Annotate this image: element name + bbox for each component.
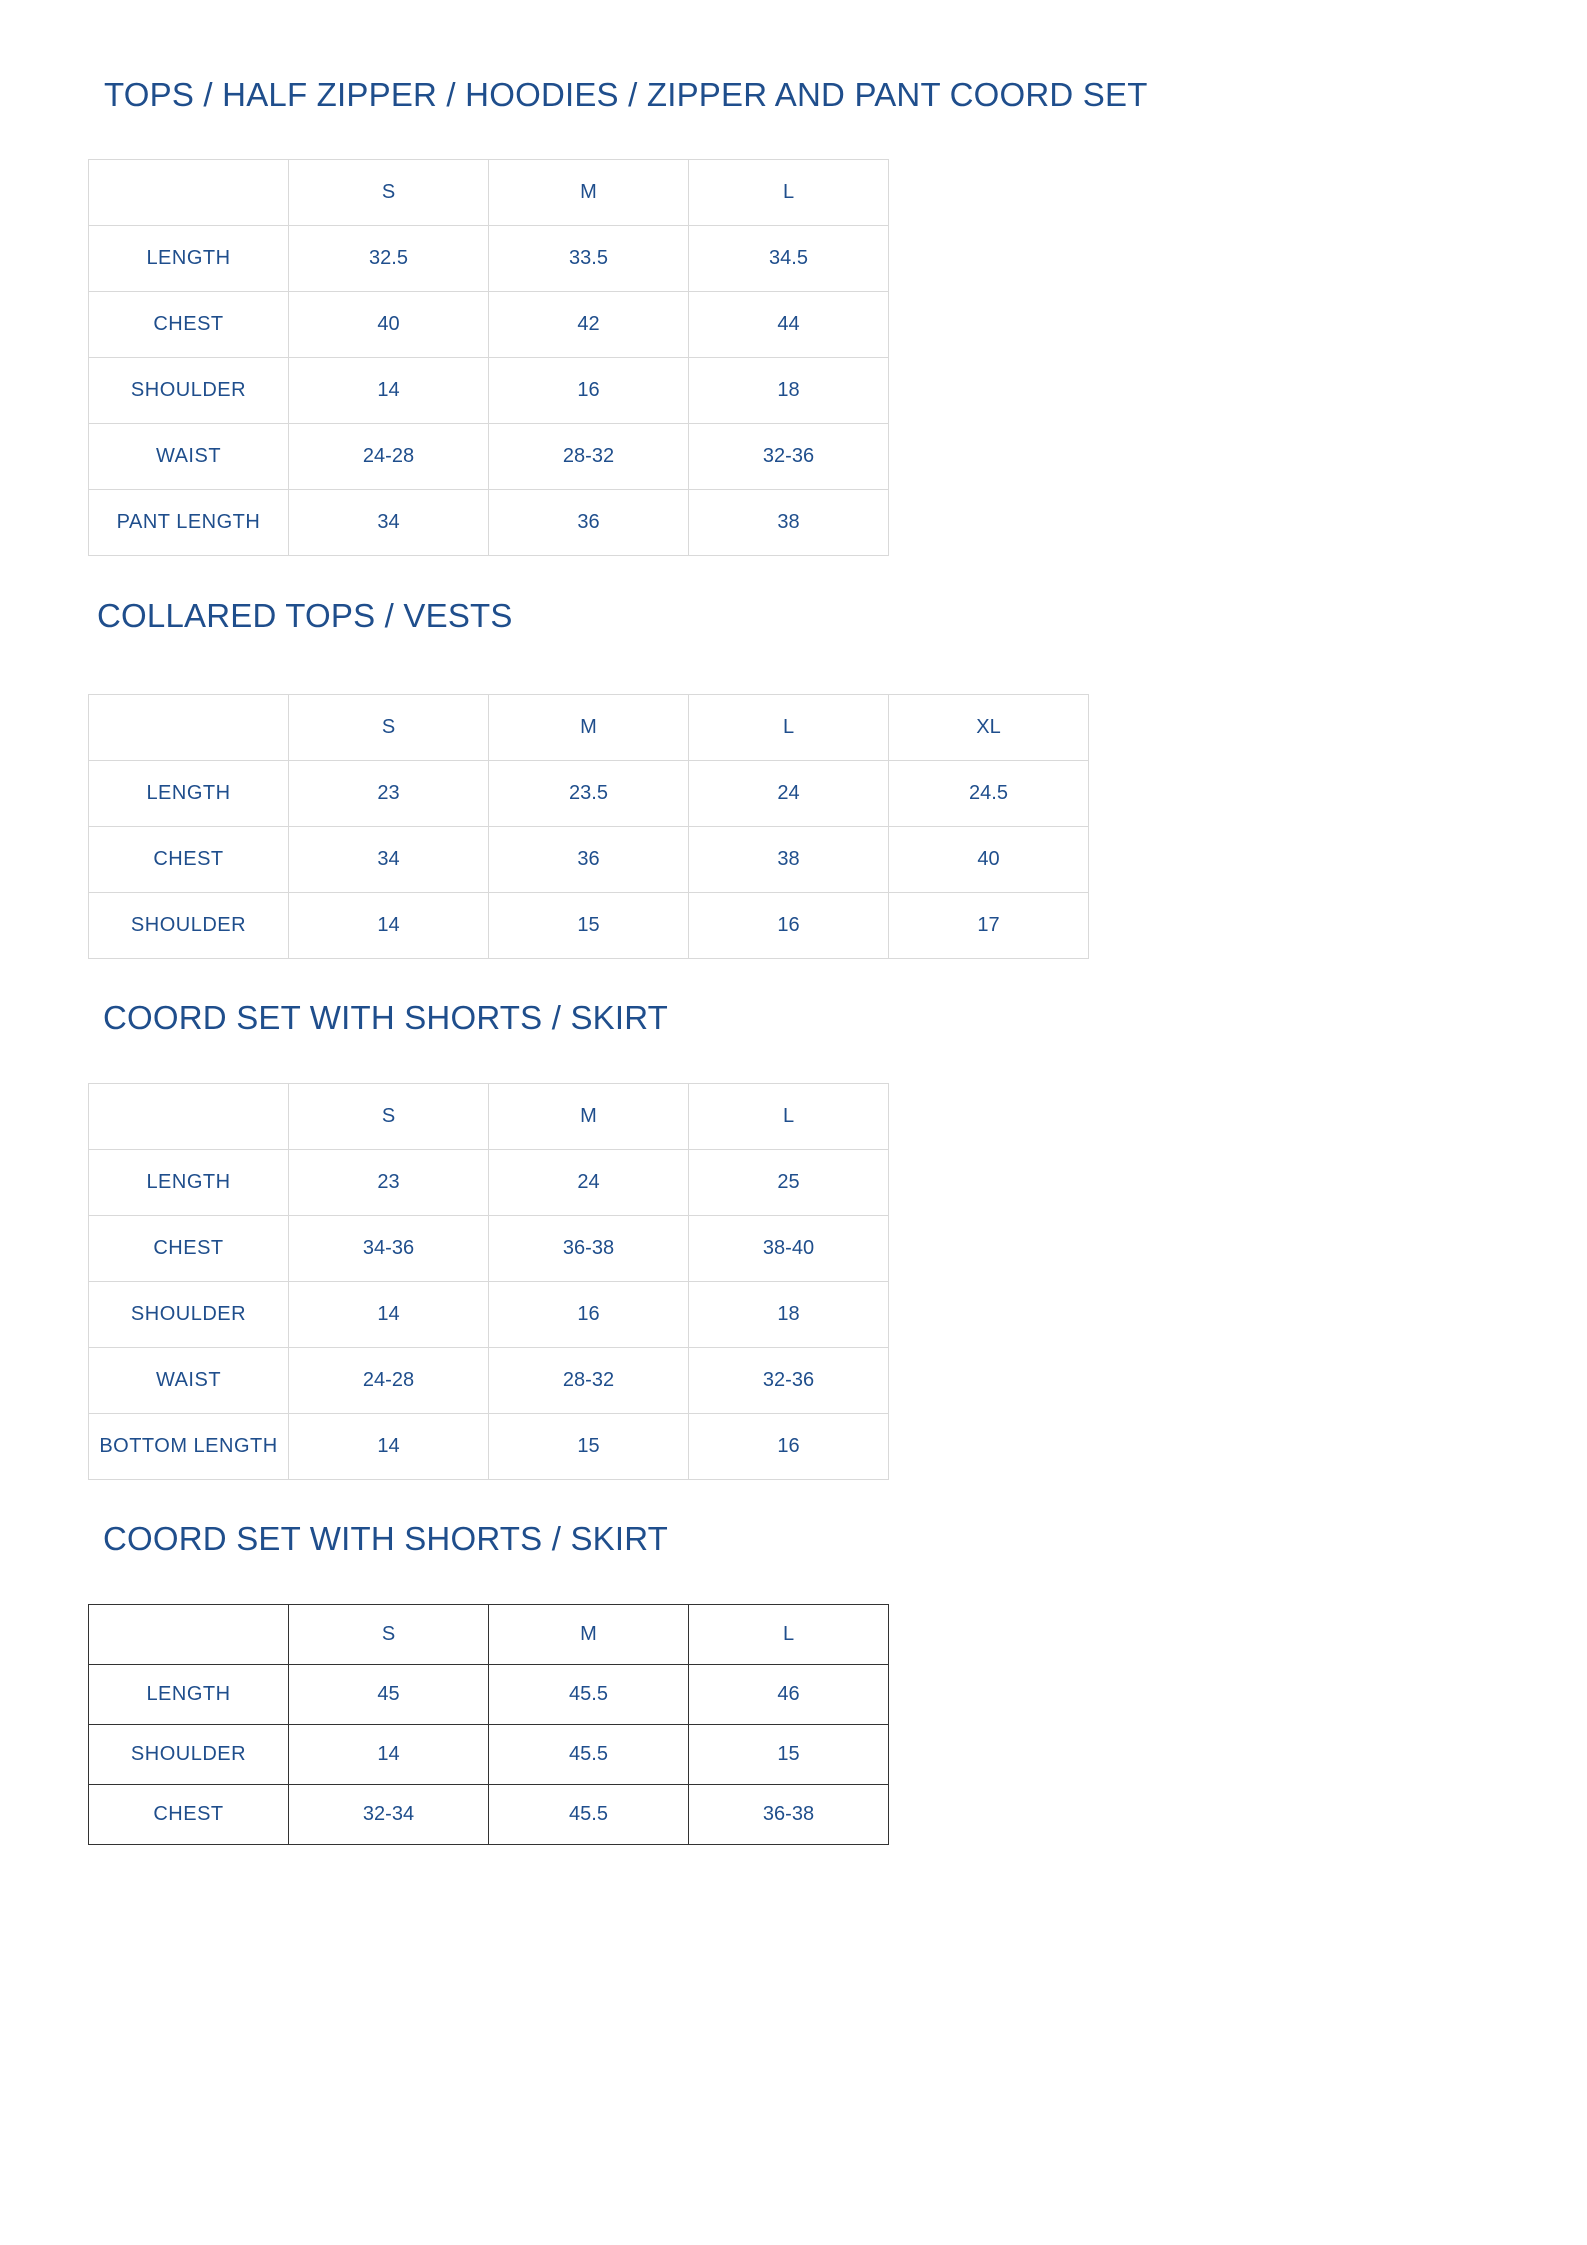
table-header-cell: M: [489, 1605, 689, 1665]
table-cell: 23: [289, 1150, 489, 1216]
table-header-row: [89, 1084, 889, 1150]
table-cell: 42: [489, 292, 689, 358]
table-cell: 45: [289, 1665, 489, 1725]
table-header-cell: L: [689, 695, 889, 761]
table-row: [89, 1665, 889, 1725]
table-cell: 24: [689, 761, 889, 827]
table-row: [89, 358, 889, 424]
table-cell: 28-32: [489, 424, 689, 490]
table-cell: 14: [289, 893, 489, 959]
table-cell: 14: [289, 1414, 489, 1480]
size-table-coord-set-a: [88, 1083, 889, 1480]
table-cell: 46: [689, 1665, 889, 1725]
table-cell: 24-28: [289, 424, 489, 490]
table-cell: 16: [689, 893, 889, 959]
table-header-cell: M: [489, 695, 689, 761]
size-table-tops: [88, 159, 889, 556]
table-cell: 25: [689, 1150, 889, 1216]
table-cell: 15: [489, 1414, 689, 1480]
row-label: SHOULDER: [89, 358, 289, 424]
table-cell: 18: [689, 1282, 889, 1348]
table-row: [89, 1725, 889, 1785]
table-cell: 17: [889, 893, 1089, 959]
table-cell: 14: [289, 1282, 489, 1348]
table-header-cell: M: [489, 1084, 689, 1150]
table-cell: 15: [689, 1725, 889, 1785]
table-row: [89, 1216, 889, 1282]
table-cell: 34: [289, 490, 489, 556]
section-title-tops: TOPS / HALF ZIPPER / HOODIES / ZIPPER AND PANT COORD SET: [104, 76, 1148, 113]
row-label: SHOULDER: [89, 1725, 289, 1785]
table-cell: 34.5: [689, 226, 889, 292]
table-row: [89, 1414, 889, 1480]
table-cell: 16: [489, 358, 689, 424]
table-cell: 24.5: [889, 761, 1089, 827]
table-cell: 44: [689, 292, 889, 358]
table-row: [89, 893, 1089, 959]
table-header-cell: [89, 1605, 289, 1665]
section-title-coord-set-b: COORD SET WITH SHORTS / SKIRT: [103, 1520, 669, 1557]
table-cell: 18: [689, 358, 889, 424]
row-label: PANT LENGTH: [89, 490, 289, 556]
table-header-row: [89, 695, 1089, 761]
table-cell: 32.5: [289, 226, 489, 292]
size-table-collared-tops: [88, 694, 1089, 959]
table-row: [89, 827, 1089, 893]
table-cell: 38-40: [689, 1216, 889, 1282]
table-cell: 24: [489, 1150, 689, 1216]
table-cell: 16: [689, 1414, 889, 1480]
row-label: WAIST: [89, 424, 289, 490]
table-cell: 36-38: [689, 1785, 889, 1845]
table-cell: 14: [289, 358, 489, 424]
row-label: CHEST: [89, 827, 289, 893]
table-cell: 38: [689, 490, 889, 556]
table-cell: 32-36: [689, 1348, 889, 1414]
table-row: [89, 292, 889, 358]
table-cell: 36-38: [489, 1216, 689, 1282]
table-header-cell: S: [289, 160, 489, 226]
table-cell: 23.5: [489, 761, 689, 827]
table-header-row: [89, 160, 889, 226]
table-cell: 33.5: [489, 226, 689, 292]
table-header-cell: S: [289, 1605, 489, 1665]
row-label: SHOULDER: [89, 893, 289, 959]
row-label: CHEST: [89, 292, 289, 358]
table-cell: 36: [489, 490, 689, 556]
table-cell: 38: [689, 827, 889, 893]
section-title-coord-set-a: COORD SET WITH SHORTS / SKIRT: [103, 999, 669, 1036]
table-header-cell: S: [289, 695, 489, 761]
table-cell: 40: [289, 292, 489, 358]
row-label: LENGTH: [89, 761, 289, 827]
row-label: LENGTH: [89, 1150, 289, 1216]
section-title-collared-tops: COLLARED TOPS / VESTS: [97, 597, 513, 634]
table-header-cell: L: [689, 1605, 889, 1665]
table-row: [89, 424, 889, 490]
table-cell: 15: [489, 893, 689, 959]
table-cell: 34: [289, 827, 489, 893]
table-header-cell: L: [689, 160, 889, 226]
table-cell: 23: [289, 761, 489, 827]
table-cell: 14: [289, 1725, 489, 1785]
table-header-cell: [89, 695, 289, 761]
table-cell: 45.5: [489, 1665, 689, 1725]
row-label: CHEST: [89, 1216, 289, 1282]
table-cell: 32-36: [689, 424, 889, 490]
table-cell: 36: [489, 827, 689, 893]
row-label: BOTTOM LENGTH: [89, 1414, 289, 1480]
table-row: [89, 1785, 889, 1845]
row-label: SHOULDER: [89, 1282, 289, 1348]
row-label: LENGTH: [89, 226, 289, 292]
table-header-cell: S: [289, 1084, 489, 1150]
table-cell: 16: [489, 1282, 689, 1348]
size-table-coord-set-b: [88, 1604, 889, 1845]
table-header-cell: M: [489, 160, 689, 226]
row-label: WAIST: [89, 1348, 289, 1414]
table-header-row: [89, 1605, 889, 1665]
table-header-cell: L: [689, 1084, 889, 1150]
table-row: [89, 1282, 889, 1348]
table-row: [89, 1348, 889, 1414]
table-row: [89, 761, 1089, 827]
table-row: [89, 226, 889, 292]
table-cell: 32-34: [289, 1785, 489, 1845]
table-header-cell: XL: [889, 695, 1089, 761]
table-cell: 28-32: [489, 1348, 689, 1414]
table-header-cell: [89, 160, 289, 226]
table-cell: 40: [889, 827, 1089, 893]
table-cell: 45.5: [489, 1785, 689, 1845]
table-header-cell: [89, 1084, 289, 1150]
table-cell: 45.5: [489, 1725, 689, 1785]
table-row: [89, 1150, 889, 1216]
row-label: LENGTH: [89, 1665, 289, 1725]
table-row: [89, 490, 889, 556]
row-label: CHEST: [89, 1785, 289, 1845]
table-cell: 24-28: [289, 1348, 489, 1414]
table-cell: 34-36: [289, 1216, 489, 1282]
